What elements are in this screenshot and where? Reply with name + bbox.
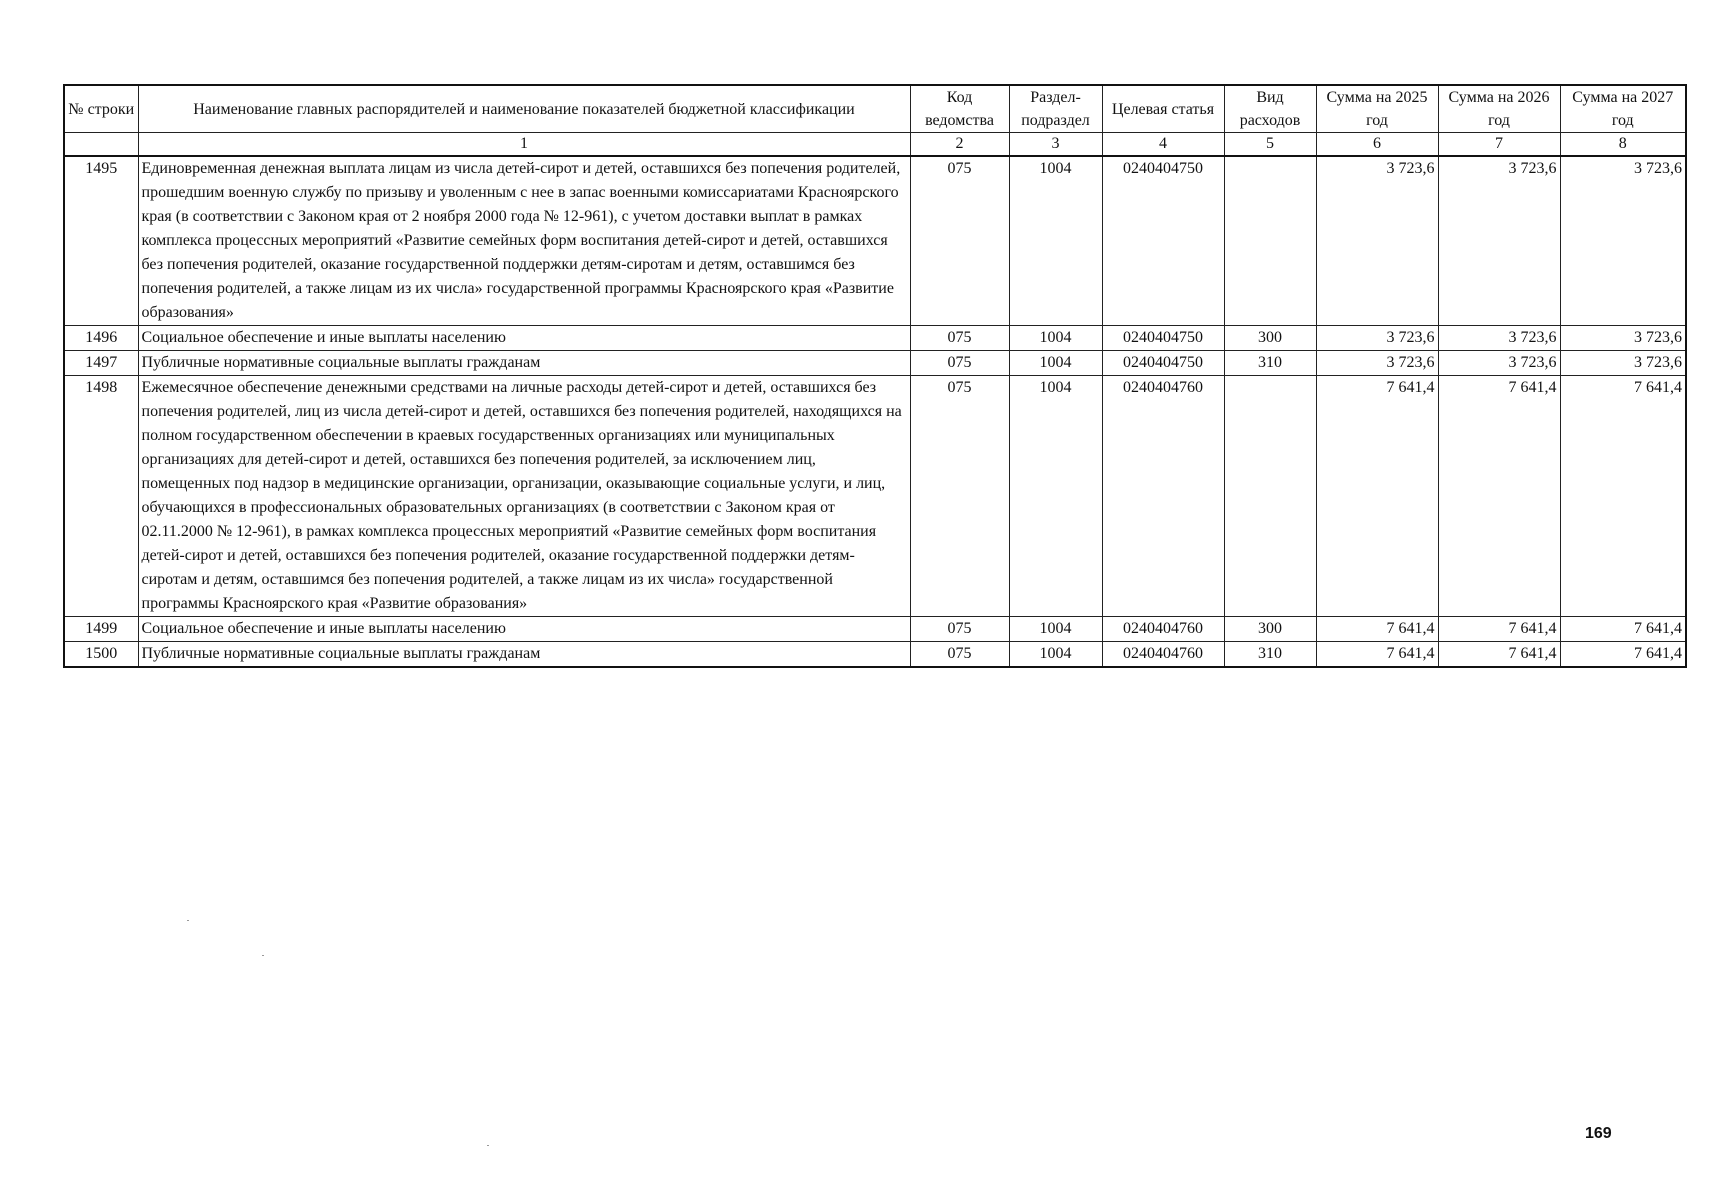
row-sum-2025: 3 723,6 xyxy=(1316,156,1438,326)
row-sum-2027: 7 641,4 xyxy=(1560,617,1686,642)
row-sum-2026: 7 641,4 xyxy=(1438,376,1560,617)
row-target: 0240404760 xyxy=(1102,617,1224,642)
row-section: 1004 xyxy=(1009,642,1102,668)
row-name: Публичные нормативные социальные выплаты гражданам xyxy=(138,642,910,668)
row-sum-2026: 3 723,6 xyxy=(1438,156,1560,326)
column-number: 3 xyxy=(1009,133,1102,157)
header-sum-2026: Сумма на 2026 год xyxy=(1438,85,1560,133)
row-target: 0240404760 xyxy=(1102,642,1224,668)
row-number: 1499 xyxy=(64,617,138,642)
row-dept-code: 075 xyxy=(910,617,1009,642)
column-number: 2 xyxy=(910,133,1009,157)
header-expense-type: Вид расходов xyxy=(1224,85,1316,133)
header-row-no: № строки xyxy=(64,85,138,133)
header-target: Целевая статья xyxy=(1102,85,1224,133)
row-sum-2026: 7 641,4 xyxy=(1438,617,1560,642)
header-sum-2027: Сумма на 2027 год xyxy=(1560,85,1686,133)
header-section: Раздел-подраздел xyxy=(1009,85,1102,133)
scan-speck xyxy=(487,1145,489,1146)
row-sum-2026: 3 723,6 xyxy=(1438,326,1560,351)
row-section: 1004 xyxy=(1009,156,1102,326)
row-number: 1498 xyxy=(64,376,138,617)
table-row xyxy=(64,376,1686,617)
row-dept-code: 075 xyxy=(910,326,1009,351)
row-sum-2027: 7 641,4 xyxy=(1560,376,1686,617)
table-row xyxy=(64,617,1686,642)
row-expense-type: 300 xyxy=(1224,326,1316,351)
row-sum-2025: 7 641,4 xyxy=(1316,376,1438,617)
row-number: 1497 xyxy=(64,351,138,376)
row-dept-code: 075 xyxy=(910,156,1009,326)
row-name: Социальное обеспечение и иные выплаты населению xyxy=(138,326,910,351)
row-sum-2027: 7 641,4 xyxy=(1560,642,1686,668)
row-dept-code: 075 xyxy=(910,351,1009,376)
row-dept-code: 075 xyxy=(910,642,1009,668)
row-dept-code: 075 xyxy=(910,376,1009,617)
row-expense-type xyxy=(1224,156,1316,326)
row-name: Единовременная денежная выплата лицам из числа детей-сирот и детей, оставшихся без попечения родителей, прошедшим военную службу по призыву и уволенным с нее в запас военными комиссариатами Красноярского края (в соответствии с Законом края от 2 ноября 2000 года № 12-961), с учетом доставки выплат в рамках комплекса процессных мероприятий «Развитие семейных форм воспитания детей-сирот и детей, оставшихся без попечения родителей, оказание государственной поддержки детям-сиротам и детям, оставшимся без попечения родителей, а также лицам из их числа» государственной программы Красноярского края «Развитие образования» xyxy=(138,156,910,326)
column-number: 8 xyxy=(1560,133,1686,157)
row-target: 0240404750 xyxy=(1102,351,1224,376)
row-section: 1004 xyxy=(1009,351,1102,376)
row-sum-2026: 7 641,4 xyxy=(1438,642,1560,668)
row-sum-2025: 3 723,6 xyxy=(1316,326,1438,351)
row-number: 1500 xyxy=(64,642,138,668)
header-dept-code: Код ведомства xyxy=(910,85,1009,133)
row-section: 1004 xyxy=(1009,376,1102,617)
row-section: 1004 xyxy=(1009,617,1102,642)
row-expense-type xyxy=(1224,376,1316,617)
scan-speck xyxy=(187,920,189,921)
column-number: 4 xyxy=(1102,133,1224,157)
table-row xyxy=(64,326,1686,351)
row-name: Социальное обеспечение и иные выплаты населению xyxy=(138,617,910,642)
row-name: Ежемесячное обеспечение денежными средствами на личные расходы детей-сирот и детей, оставшихся без попечения родителей, лиц из числа детей-сирот и детей, оставшихся без попечения родителей, находящихся на полном государственном обеспечении в краевых государственных организациях или муниципальных организациях для детей-сирот и детей, оставшихся без попечения родителей, за исключением лиц, помещенных под надзор в медицинские организации, организации, оказывающие социальные услуги, и лиц, обучающихся в профессиональных образовательных организациях (в соответствии с Законом края от 02.11.2000 № 12-961), в рамках комплекса процессных мероприятий «Развитие семейных форм воспитания детей-сирот и детей, оставшихся без попечения родителей, оказание государственной поддержки детям-сиротам и детям, оставшимся без попечения родителей, а также лицам из их числа» государственной программы Красноярского края «Развитие образования» xyxy=(138,376,910,617)
table-row xyxy=(64,642,1686,668)
scan-speck xyxy=(262,955,264,956)
row-name: Публичные нормативные социальные выплаты гражданам xyxy=(138,351,910,376)
budget-table xyxy=(63,84,1687,668)
table-header xyxy=(64,85,1686,156)
row-sum-2027: 3 723,6 xyxy=(1560,156,1686,326)
column-number: 1 xyxy=(138,133,910,157)
row-sum-2027: 3 723,6 xyxy=(1560,326,1686,351)
column-number: 5 xyxy=(1224,133,1316,157)
row-sum-2027: 3 723,6 xyxy=(1560,351,1686,376)
table-row xyxy=(64,156,1686,326)
row-target: 0240404750 xyxy=(1102,326,1224,351)
row-expense-type: 310 xyxy=(1224,351,1316,376)
row-section: 1004 xyxy=(1009,326,1102,351)
row-number: 1495 xyxy=(64,156,138,326)
row-target: 0240404760 xyxy=(1102,376,1224,617)
row-sum-2026: 3 723,6 xyxy=(1438,351,1560,376)
page-number: 169 xyxy=(1585,1125,1612,1142)
column-number: 7 xyxy=(1438,133,1560,157)
header-name: Наименование главных распорядителей и наименование показателей бюджетной классификации xyxy=(138,85,910,133)
row-target: 0240404750 xyxy=(1102,156,1224,326)
table-body xyxy=(64,156,1686,667)
table-row xyxy=(64,351,1686,376)
row-sum-2025: 7 641,4 xyxy=(1316,617,1438,642)
column-number: 6 xyxy=(1316,133,1438,157)
row-number: 1496 xyxy=(64,326,138,351)
column-number-row xyxy=(64,133,1686,157)
header-sum-2025: Сумма на 2025 год xyxy=(1316,85,1438,133)
row-expense-type: 310 xyxy=(1224,642,1316,668)
column-number xyxy=(64,133,138,157)
row-sum-2025: 3 723,6 xyxy=(1316,351,1438,376)
row-expense-type: 300 xyxy=(1224,617,1316,642)
header-row xyxy=(64,85,1686,133)
row-sum-2025: 7 641,4 xyxy=(1316,642,1438,668)
